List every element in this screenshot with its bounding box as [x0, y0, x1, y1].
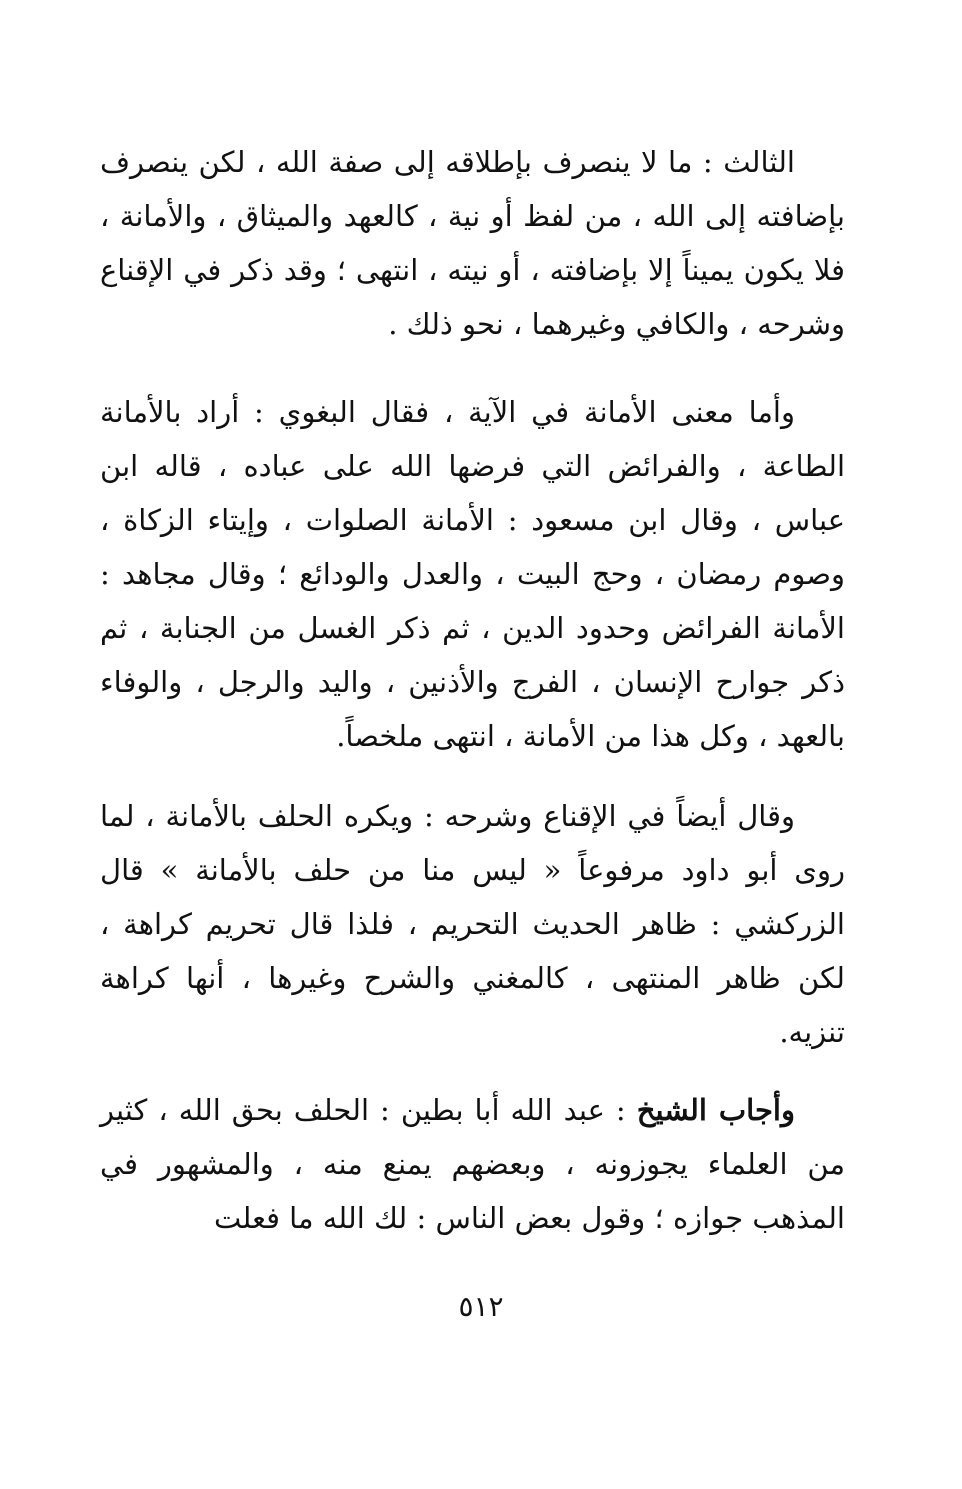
- paragraph-3: وقال أيضاً في الإقناع وشرحه : ويكره الحلف بالأمانة ، لما روى أبو داود مرفوعاً « ليس منا من حلف بالأمانة » قال الزركشي : ظاهر الحديث التحريم ، فلذا قال تحريم كراهة ، لكن ظاهر المنتهى ، كالمغني والشرح وغيرها ، أنها كراهة تنزيه.: [100, 799, 845, 1049]
- paragraph-4-lead: وأجاب الشيخ: [636, 1093, 795, 1127]
- paragraph-2: وأما معنى الأمانة في الآية ، فقال البغوي : أراد بالأمانة الطاعة ، والفرائض التي فرضها الله على عباده ، قاله ابن عباس ، وقال ابن مسعود : الأمانة الصلوات ، وإيتاء الزكاة ، وصوم رمضان ، وحج البيت ، والعدل والودائع ؛ وقال مجاهد : الأمانة الفرائض وحدود الدين ، ثم ذكر الغسل من الجنابة ، ثم ذكر جوارح الإنسان ، الفرج والأذنين ، واليد والرجل ، والوفاء بالعهد ، وكل هذا من الأمانة ، انتهى ملخصاً.: [100, 395, 845, 753]
- page-number: ٥١٢: [458, 1290, 504, 1323]
- body-text: [100, 135, 845, 1245]
- paragraph-4-text: : عبد الله أبا بطين : الحلف بحق الله ، كثير من العلماء يجوزونه ، وبعضهم يمنع منه ، والمشهور في المذهب جوازه ؛ وقول بعض الناس : لك الله ما فعلت: [100, 1093, 845, 1235]
- paragraph-1: الثالث : ما لا ينصرف بإطلاقه إلى صفة الله ، لكن ينصرف بإضافته إلى الله ، من لفظ أو نية ، كالعهد والميثاق ، والأمانة ، فلا يكون يميناً إلا بإضافته ، أو نيته ، انتهى ؛ وقد ذكر في الإقناع وشرحه ، والكافي وغيرهما ، نحو ذلك .: [100, 145, 845, 341]
- paragraph-4: [100, 1083, 845, 1245]
